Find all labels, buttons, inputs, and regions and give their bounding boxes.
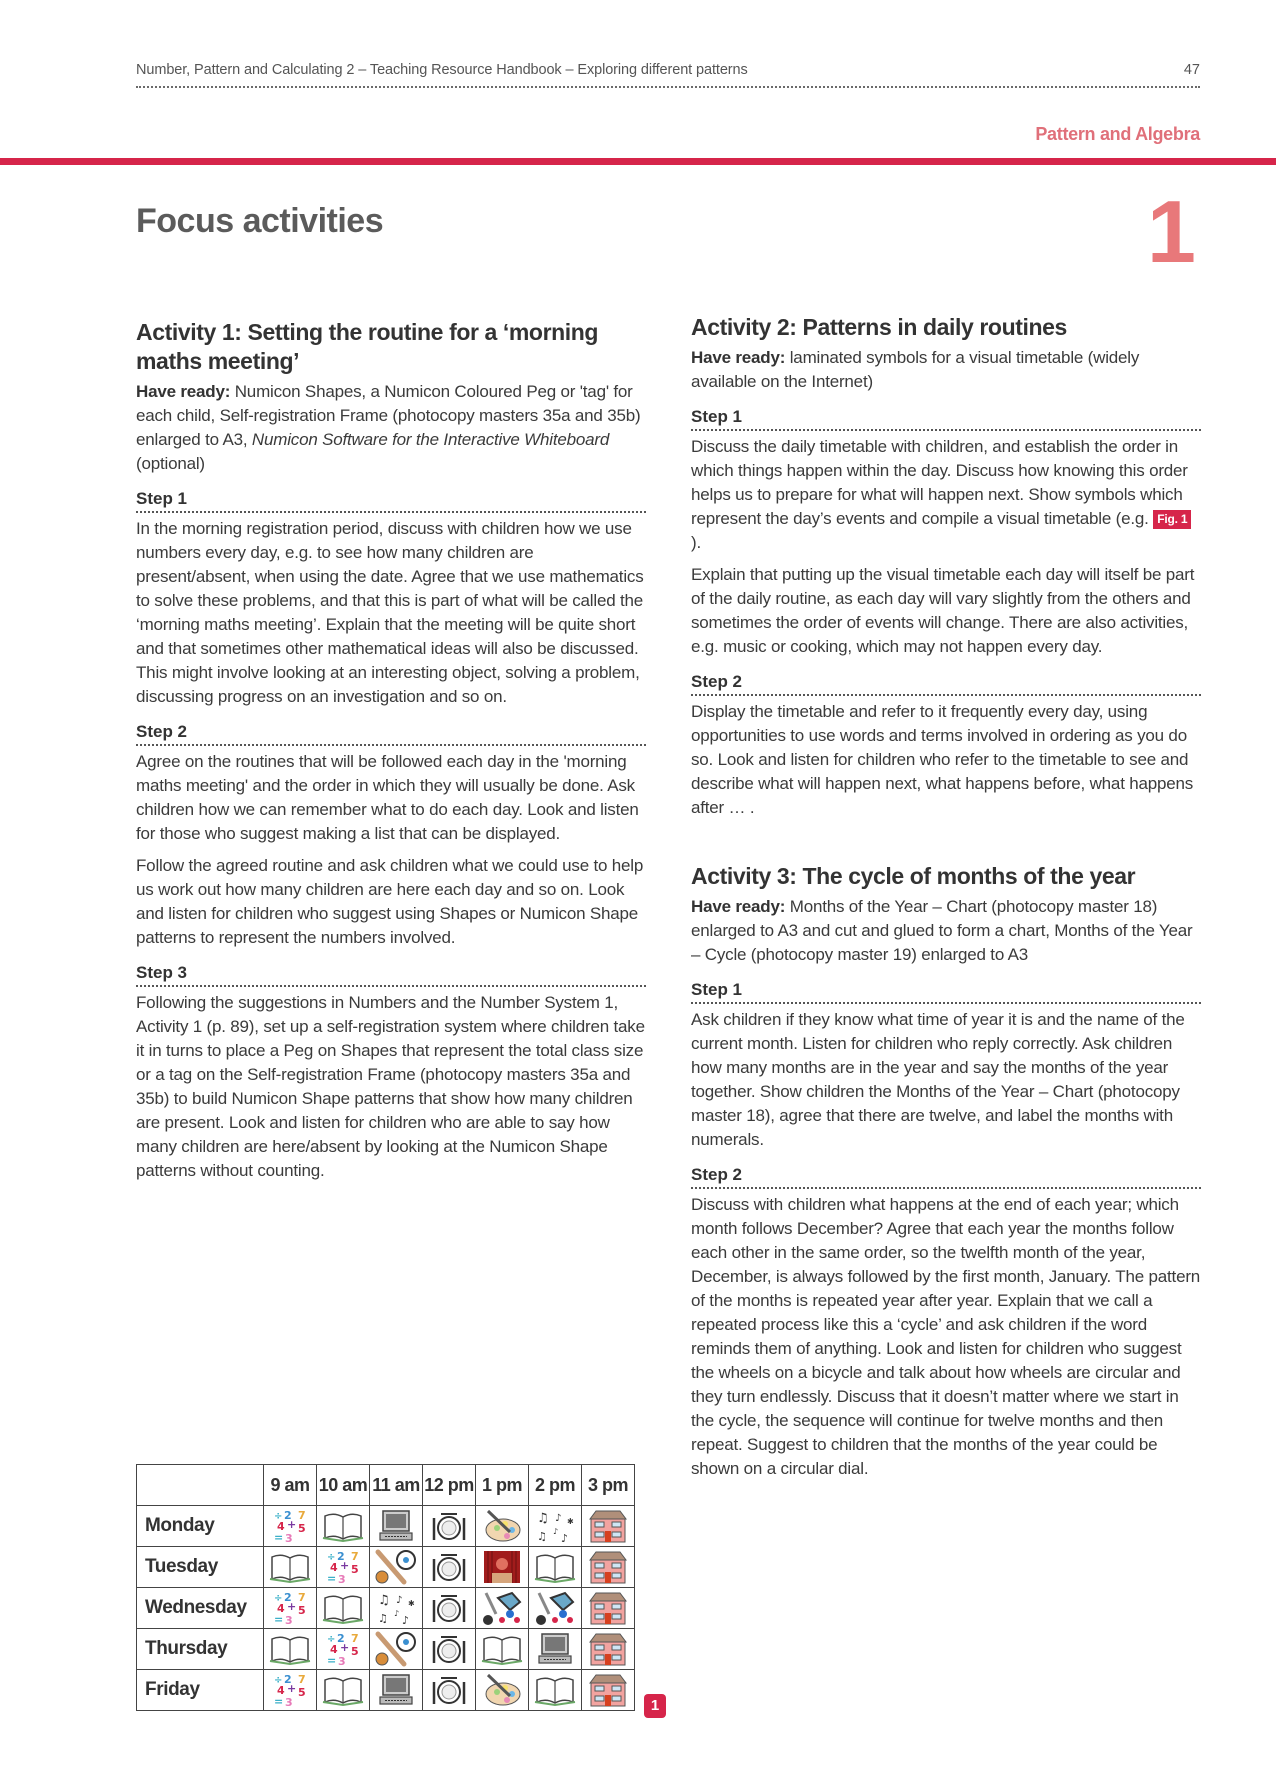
timetable-cell <box>582 1506 635 1547</box>
timetable-header-row <box>137 1465 635 1506</box>
book-icon <box>317 1590 369 1626</box>
numbers-icon <box>317 1631 369 1667</box>
music-notes-icon <box>370 1590 422 1626</box>
svg-text:7: 7 <box>298 1509 306 1522</box>
timetable-cell <box>370 1670 423 1711</box>
timetable-cell <box>582 1629 635 1670</box>
svg-text:♫: ♫ <box>537 1511 549 1526</box>
art-palette-icon <box>476 1672 528 1708</box>
section-label: Pattern and Algebra <box>1035 124 1200 144</box>
svg-text:5: 5 <box>298 1604 306 1617</box>
activities-2-3 <box>691 313 1201 1489</box>
lunch-plate-icon <box>423 1590 475 1626</box>
svg-text:♪: ♪ <box>555 1513 562 1524</box>
activity-3-step-2-text: Discuss with children what happens at the end of each year; which month follows December? Agree that each year the months follow each other in the same order, so the twelfth month of the year, December, is always followed by the first month, January. The pattern of the months is repeated year after year. Explain that we call a repeated process like this a ‘cycle’ and ask children if the word reminds them of anything. Look and listen for children who suggest the wheels on a bicycle and talk about how wheels are circular and they turn endlessly. Discuss that it doesn’t matter where we start in the cycle, the sequence will continue for twelve months and then repeat. Suggest to children that the months of the year could be shown on a circular dial. <box>691 1195 1201 1478</box>
visual-timetable <box>136 1464 635 1711</box>
activity-3-title: Activity 3: The cycle of months of the year <box>691 863 1136 889</box>
svg-text:2: 2 <box>337 1632 345 1645</box>
home-icon <box>582 1549 634 1585</box>
timetable-corner-cell <box>137 1465 264 1506</box>
svg-text:♪: ♪ <box>561 1532 569 1544</box>
svg-text:3: 3 <box>338 1573 346 1585</box>
timetable-cell <box>476 1547 529 1588</box>
step-dotted-rule <box>691 429 1201 431</box>
svg-text:+: + <box>340 1559 350 1572</box>
timetable-cell <box>476 1506 529 1547</box>
activity-1-step-2-heading: Step 2 <box>136 722 188 741</box>
activity-1-have-ready <box>136 380 646 476</box>
timetable-day-label: Tuesday <box>137 1547 264 1588</box>
book-icon <box>529 1549 581 1585</box>
timetable-cell <box>529 1506 582 1547</box>
timetable-cell <box>582 1670 635 1711</box>
lunch-plate-icon <box>423 1672 475 1708</box>
figure-reference-badge[interactable]: Fig. 1 <box>1153 510 1191 529</box>
theatre-icon <box>476 1549 528 1585</box>
page-title: Focus activities <box>136 202 384 240</box>
svg-text:4: 4 <box>330 1643 338 1656</box>
timetable-cell <box>423 1547 476 1588</box>
svg-text:+: + <box>287 1518 297 1531</box>
timetable-day-label: Monday <box>137 1506 264 1547</box>
svg-text:4: 4 <box>277 1602 285 1615</box>
text-span: Discuss the daily timetable with children, and establish the order in which things happen within the day. Discuss how knowing this order helps us to prepare for what will happen next. Show symbols which represent the day’s events and compile a visual timetable (e.g. <box>691 437 1188 528</box>
timetable-cell <box>370 1547 423 1588</box>
home-icon <box>582 1590 634 1626</box>
svg-text:2: 2 <box>337 1550 345 1563</box>
svg-text:=: = <box>327 1654 337 1667</box>
computer-icon <box>370 1508 422 1544</box>
svg-text:+: + <box>287 1600 297 1613</box>
svg-text:÷: ÷ <box>327 1634 336 1645</box>
svg-text:+: + <box>340 1641 350 1654</box>
timetable-cell <box>317 1670 370 1711</box>
home-icon <box>582 1672 634 1708</box>
svg-text:7: 7 <box>351 1550 359 1563</box>
svg-text:3: 3 <box>285 1532 293 1544</box>
svg-text:♪: ♪ <box>402 1614 410 1626</box>
activity-3-step-2-heading: Step 2 <box>691 1165 743 1184</box>
activity-2-step-1-heading: Step 1 <box>691 407 743 426</box>
svg-text:=: = <box>274 1695 284 1708</box>
book-icon <box>264 1631 316 1667</box>
activity-3-step-1-heading: Step 1 <box>691 980 743 999</box>
step-dotted-rule <box>691 694 1201 696</box>
svg-text:5: 5 <box>351 1645 359 1658</box>
time-header: 12 pm <box>423 1465 476 1506</box>
activity-1-step-3-text: Following the suggestions in Numbers and the Number System 1, Activity 1 (p. 89), set up a self-registration system where children take it in turns to place a Peg on Shapes that represent the total class size or a tag on the Self-registration Frame (photocopy masters 35a and 35b) to build Numicon Shape patterns that show how many children are present. Look and listen for children who are able to say how many children are here/absent by looking at the Numicon Shape patterns without counting. <box>136 993 645 1180</box>
svg-text:5: 5 <box>351 1563 359 1576</box>
book-icon <box>264 1549 316 1585</box>
timetable-row <box>137 1670 635 1711</box>
activity-2-have-ready <box>691 346 1201 394</box>
activity-1-step-2-text-1: Agree on the routines that will be followed each day in the 'morning maths meeting' and the order in which they will usually be done. Ask children how we can remember what to do each day. Look and listen for those who suggest making a list that can be displayed. <box>136 752 639 843</box>
timetable-cell <box>476 1588 529 1629</box>
lunch-plate-icon <box>423 1508 475 1544</box>
timetable-cell <box>529 1588 582 1629</box>
numbers-icon <box>264 1508 316 1544</box>
time-header: 11 am <box>370 1465 423 1506</box>
activity-3-have-ready <box>691 895 1201 967</box>
svg-text:2: 2 <box>284 1509 292 1522</box>
computer-icon <box>370 1672 422 1708</box>
step-dotted-rule <box>136 744 646 746</box>
science-icon <box>529 1590 581 1626</box>
svg-text:3: 3 <box>285 1696 293 1708</box>
accent-bar <box>0 158 1276 165</box>
numbers-icon <box>264 1590 316 1626</box>
timetable-cell <box>370 1629 423 1670</box>
svg-text:♪: ♪ <box>396 1595 403 1606</box>
svg-text:7: 7 <box>298 1591 306 1604</box>
timetable-cell <box>529 1547 582 1588</box>
svg-text:=: = <box>274 1613 284 1626</box>
numbers-icon <box>317 1549 369 1585</box>
home-icon <box>582 1631 634 1667</box>
timetable-cell <box>423 1629 476 1670</box>
svg-text:7: 7 <box>351 1632 359 1645</box>
book-icon <box>317 1672 369 1708</box>
activity-2-title: Activity 2: Patterns in daily routines <box>691 314 1067 340</box>
timetable-cell <box>423 1588 476 1629</box>
timetable-row <box>137 1547 635 1588</box>
numbers-icon <box>264 1672 316 1708</box>
book-icon <box>317 1508 369 1544</box>
timetable-cell <box>423 1506 476 1547</box>
timetable-cell <box>264 1670 317 1711</box>
timetable-cell <box>317 1629 370 1670</box>
svg-text:÷: ÷ <box>274 1593 283 1604</box>
running-header-title: Number, Pattern and Calculating 2 – Teaching Resource Handbook – Exploring different patterns <box>136 62 748 78</box>
svg-text:÷: ÷ <box>274 1675 283 1686</box>
activity-2-step-2-heading: Step 2 <box>691 672 743 691</box>
timetable-cell <box>476 1629 529 1670</box>
have-ready-label: Have ready: <box>691 897 786 916</box>
have-ready-label: Have ready: <box>691 348 786 367</box>
timetable-cell <box>423 1670 476 1711</box>
have-ready-italic: Numicon Software for the Interactive Whiteboard <box>251 430 610 449</box>
page-number: 47 <box>1183 62 1200 78</box>
timetable-cell <box>529 1629 582 1670</box>
sports-icon <box>370 1631 422 1667</box>
timetable-cell <box>582 1588 635 1629</box>
header-dotted-rule <box>136 86 1200 88</box>
science-icon <box>476 1590 528 1626</box>
activity-3-step-1-text: Ask children if they know what time of year it is and the name of the current month. Listen for children who reply correctly. Ask children how many months are in the year and say the months of the year together. Show children the Months of the Year – Chart (photocopy master 18), agree that there are twelve, and label the months with numerals. <box>691 1010 1185 1149</box>
svg-text:5: 5 <box>298 1686 306 1699</box>
timetable-cell <box>582 1547 635 1588</box>
time-header: 10 am <box>317 1465 370 1506</box>
timetable-cell <box>317 1506 370 1547</box>
activity-2-step-2-text: Display the timetable and refer to it frequently every day, using opportunities to use words and terms involved in ordering as you do so. Look and listen for children who refer to the timetable to see and describe what will happen next, what happens before, what happens after … . <box>691 702 1194 817</box>
svg-text:♪: ♪ <box>394 1609 400 1618</box>
figure-number-badge: 1 <box>644 1694 666 1718</box>
have-ready-label: Have ready: <box>136 382 231 401</box>
activity-1-step-2-text-2: Follow the agreed routine and ask children what we could use to help us work out how many children are here each day and so on. Look and listen for children who suggest using Shapes or Numicon Shape patterns to represent the numbers involved. <box>136 856 644 947</box>
svg-text:4: 4 <box>330 1561 338 1574</box>
text-span: ). <box>691 533 701 552</box>
timetable-row <box>137 1629 635 1670</box>
computer-icon <box>529 1631 581 1667</box>
timetable-cell <box>264 1547 317 1588</box>
home-icon <box>582 1508 634 1544</box>
timetable-row <box>137 1506 635 1547</box>
have-ready-text: laminated symbols for a visual timetable (widely available on the Internet) <box>691 348 1140 391</box>
svg-text:2: 2 <box>284 1673 292 1686</box>
svg-text:2: 2 <box>284 1591 292 1604</box>
activity-1-title: Activity 1: Setting the routine for a ‘morning maths meeting’ <box>136 319 599 374</box>
svg-text:+: + <box>287 1682 297 1695</box>
book-icon <box>529 1672 581 1708</box>
timetable-cell <box>264 1588 317 1629</box>
have-ready-text: Months of the Year – Chart (photocopy master 18) enlarged to A3 and cut and glued to form a chart, Months of the Year – Cycle (photocopy master 19) enlarged to A3 <box>691 897 1193 964</box>
timetable-day-label: Thursday <box>137 1629 264 1670</box>
timetable-cell <box>317 1547 370 1588</box>
time-header: 3 pm <box>582 1465 635 1506</box>
svg-text:÷: ÷ <box>327 1552 336 1563</box>
svg-text:3: 3 <box>338 1655 346 1667</box>
timetable-cell <box>476 1670 529 1711</box>
svg-text:♫: ♫ <box>537 1530 547 1543</box>
timetable-cell <box>264 1506 317 1547</box>
timetable-day-label: Friday <box>137 1670 264 1711</box>
music-notes-icon <box>529 1508 581 1544</box>
activity-1 <box>136 318 646 1191</box>
svg-text:✱: ✱ <box>567 1517 574 1526</box>
step-dotted-rule <box>691 1187 1201 1189</box>
svg-text:7: 7 <box>298 1673 306 1686</box>
timetable-day-label: Wednesday <box>137 1588 264 1629</box>
step-dotted-rule <box>691 1002 1201 1004</box>
art-palette-icon <box>476 1508 528 1544</box>
lunch-plate-icon <box>423 1631 475 1667</box>
step-dotted-rule <box>136 985 646 987</box>
svg-text:3: 3 <box>285 1614 293 1626</box>
svg-text:=: = <box>327 1572 337 1585</box>
timetable-row <box>137 1588 635 1629</box>
step-dotted-rule <box>136 511 646 513</box>
time-header: 1 pm <box>476 1465 529 1506</box>
svg-text:✱: ✱ <box>408 1599 415 1608</box>
have-ready-tail: (optional) <box>136 454 205 473</box>
have-ready-text: Numicon Shapes, a Numicon Coloured Peg or 'tag' for each child, Self-registration Frame (photocopy masters 35a and 35b) enlarged to A3, <box>136 382 641 449</box>
activity-2-step-1-text-2: Explain that putting up the visual timetable each day will itself be part of the daily routine, as each day will vary slightly from the others and sometimes the order of events will change. There are also activities, e.g. music or cooking, which may not happen every day. <box>691 565 1195 656</box>
timetable-cell <box>529 1670 582 1711</box>
timetable-cell <box>370 1506 423 1547</box>
svg-text:♫: ♫ <box>378 1612 388 1625</box>
chapter-number: 1 <box>1147 182 1196 281</box>
svg-text:♪: ♪ <box>553 1527 559 1536</box>
svg-text:÷: ÷ <box>274 1511 283 1522</box>
activity-1-step-1-text: In the morning registration period, discuss with children how we use numbers every day, e.g. to see how many children are present/absent, when using the date. Agree that we use mathematics to solve these problems, and that this is part of what will be called the ‘morning maths meeting’. Explain that the meeting will be quite short and that sometimes other mathematical ideas will also be discussed. This might involve looking at an interesting object, solving a problem, discussing progress on an investigation and so on. <box>136 519 644 706</box>
timetable-cell <box>317 1588 370 1629</box>
sports-icon <box>370 1549 422 1585</box>
svg-text:♫: ♫ <box>378 1593 390 1608</box>
svg-text:=: = <box>274 1531 284 1544</box>
lunch-plate-icon <box>423 1549 475 1585</box>
svg-text:5: 5 <box>298 1522 306 1535</box>
book-icon <box>476 1631 528 1667</box>
time-header: 2 pm <box>529 1465 582 1506</box>
activity-1-step-1-heading: Step 1 <box>136 489 188 508</box>
svg-text:4: 4 <box>277 1520 285 1533</box>
time-header: 9 am <box>264 1465 317 1506</box>
timetable-cell <box>370 1588 423 1629</box>
activity-1-step-3-heading: Step 3 <box>136 963 188 982</box>
activity-2-step-1-text-1 <box>691 435 1201 555</box>
timetable-cell <box>264 1629 317 1670</box>
svg-text:4: 4 <box>277 1684 285 1697</box>
